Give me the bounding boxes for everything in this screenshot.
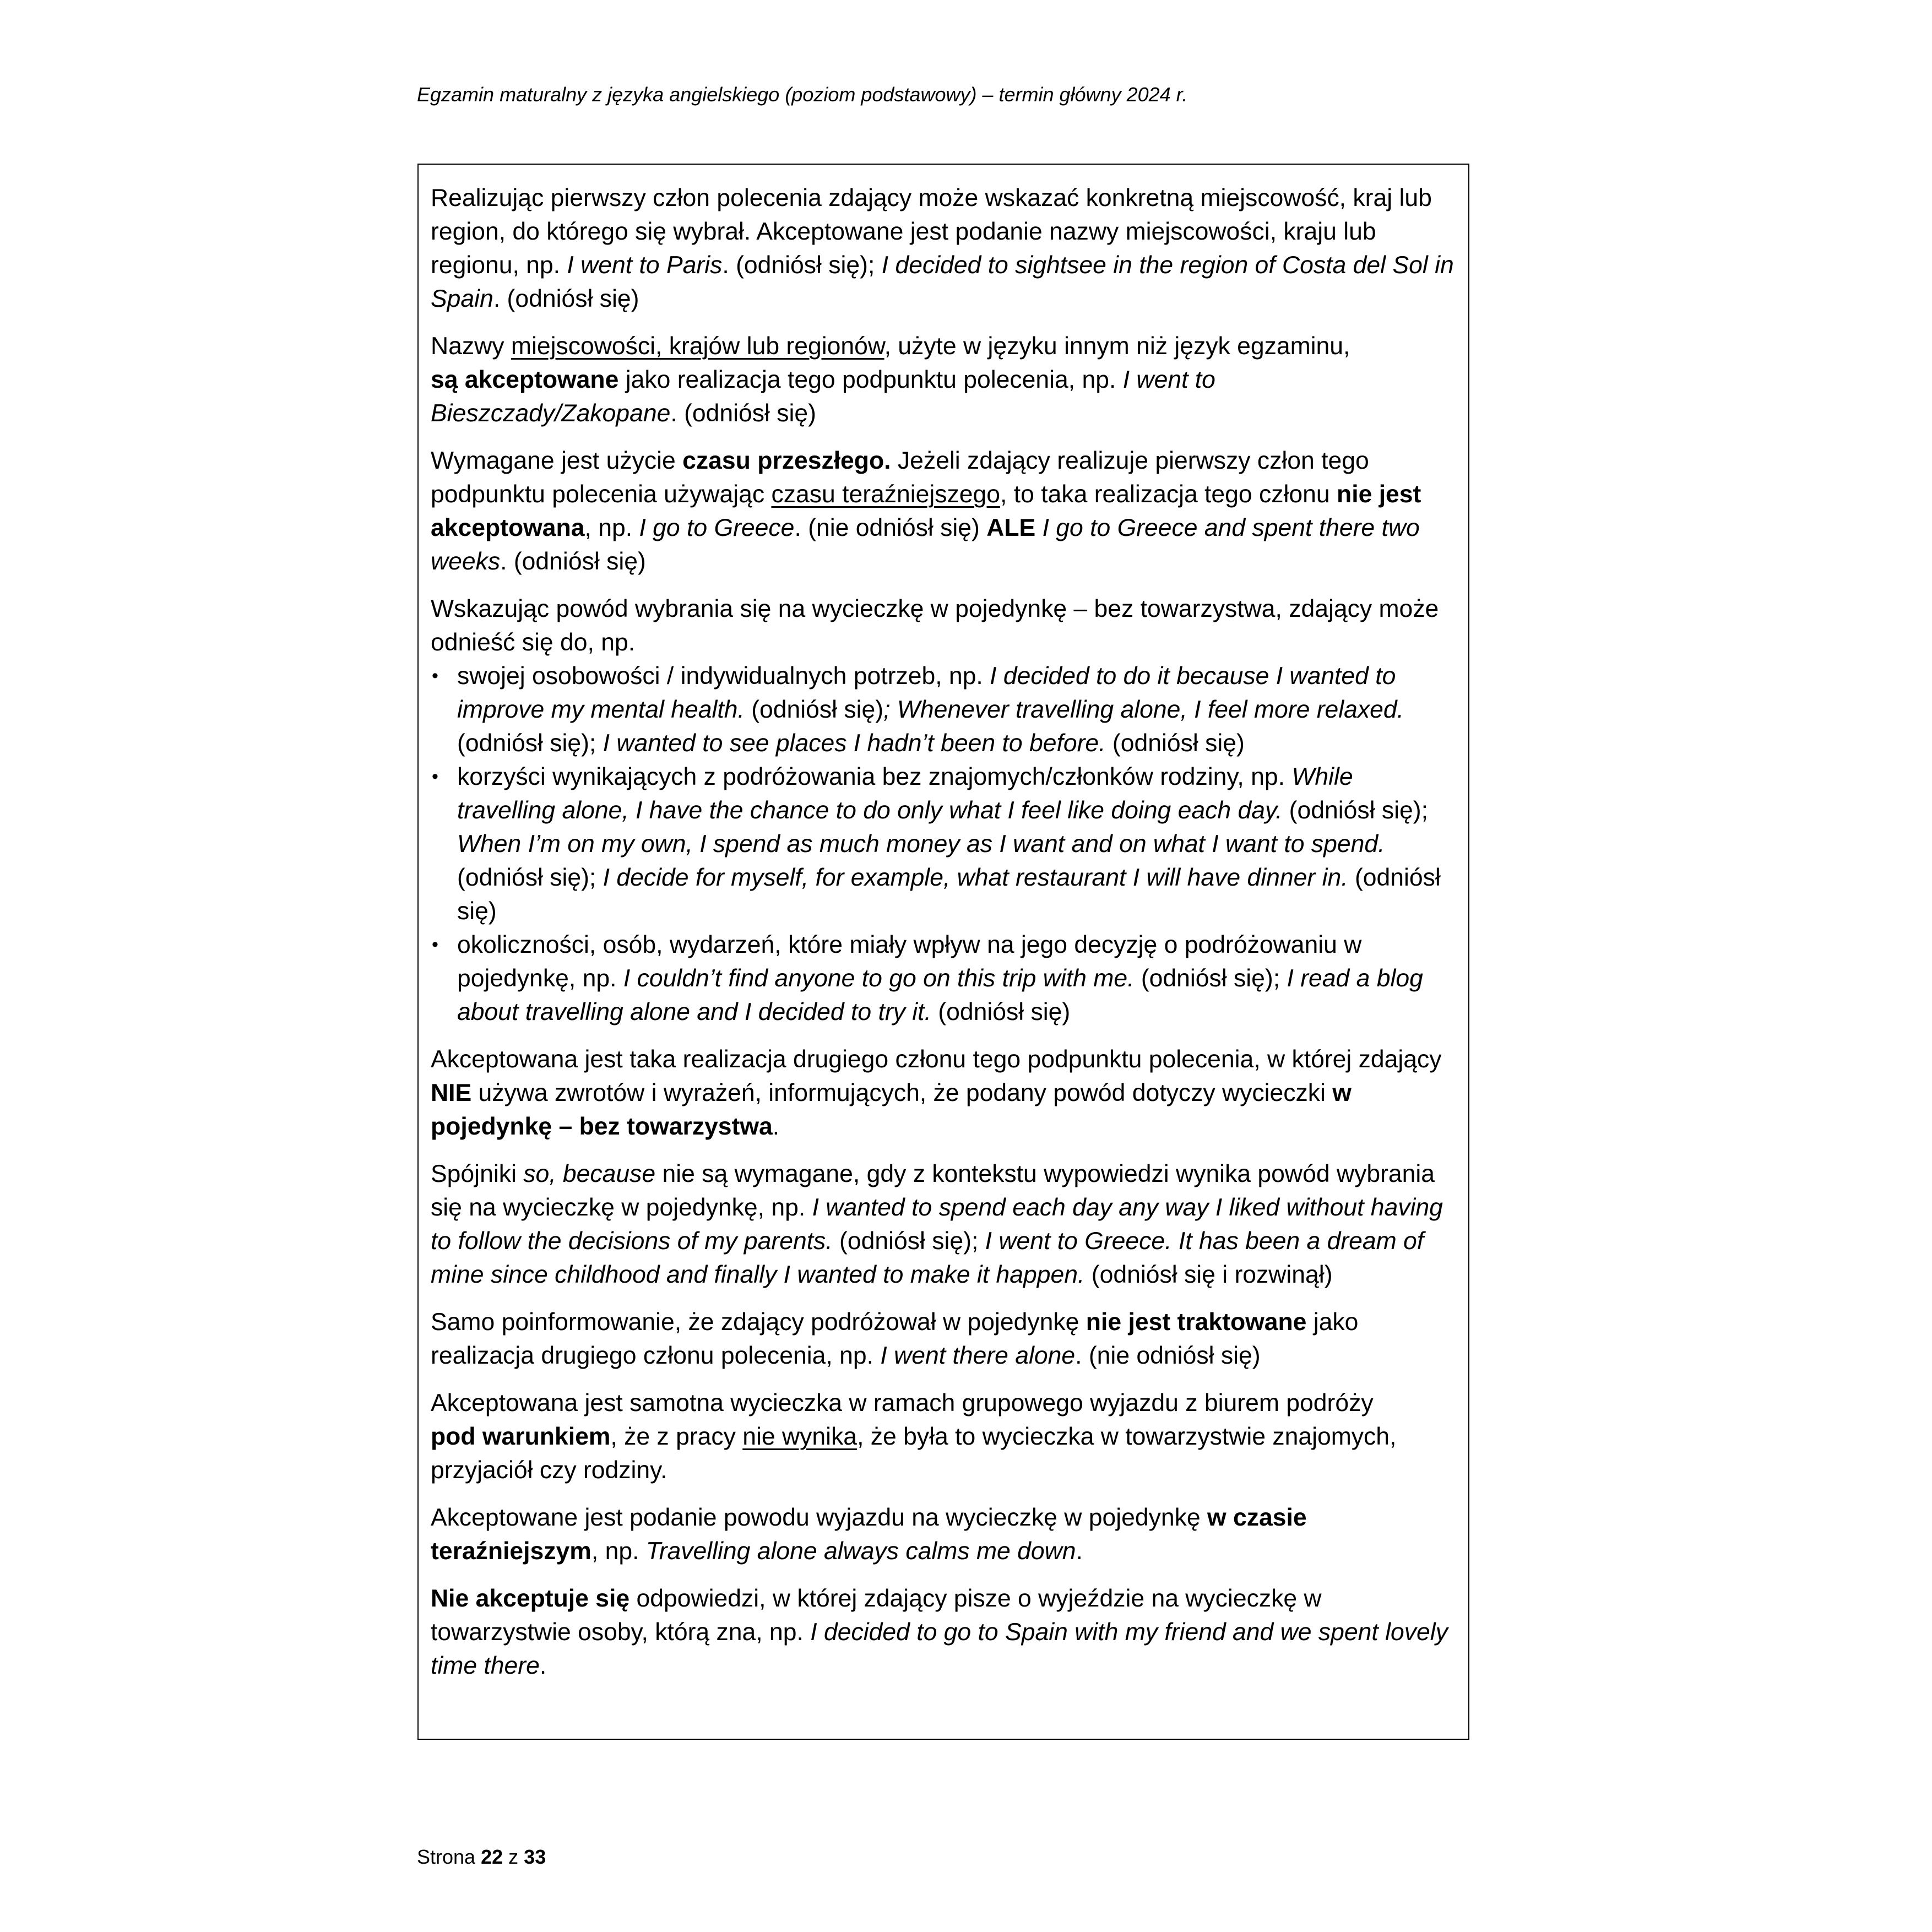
page-number: Strona 22 z 33 <box>417 1846 546 1868</box>
list-item: • korzyści wynikających z podróżowania bez znajomych/członków rodziny, np. While travelling alone, I have the chance to do only what I feel like doing each day. (odniósł się); When I’m on my own, I spend as much money as I want and on what I want to spend. (odniósł się); I decide for myself, for example, what restaurant I will have dinner in. (odniósł się) <box>431 760 1456 928</box>
paragraph-foreign-names: Nazwy miejscowości, krajów lub regionów, użyte w języku innym niż język egzaminu, są akceptowane jako realizacja tego podpunktu polecenia, np. I went to Bieszczady/Zakopane. (odniósł się) <box>431 333 1350 427</box>
bullet-icon: • <box>432 934 438 955</box>
paragraph-not-accepted: Nie akceptuje się odpowiedzi, w której zdający pisze o wyjeździe na wycieczkę w towarzystwie osoby, którą zna, np. I decided to go to Spain with my friend and we spent lovely time there. <box>431 1585 1448 1679</box>
paragraph-alone-info: Samo poinformowanie, że zdający podróżował w pojedynkę nie jest traktowane jako realizacja drugiego członu polecenia, np. I went there alone. (nie odniósł się) <box>431 1309 1359 1369</box>
paragraph-place-criteria: Realizując pierwszy człon polecenia zdający może wskazać konkretną miejscowość, kraj lub region, do którego się wybrał. Akceptowane jest podanie nazwy miejscowości, kraju lub regionu, np. I went to Paris. (odniósł się); I decided to sightsee in the region of Costa del Sol in Spain. (odniósł się) <box>431 184 1454 312</box>
paragraph-reason-intro: Wskazując powód wybrania się na wycieczkę w pojedynkę – bez towarzystwa, zdający może odnieść się do, np. <box>431 595 1439 656</box>
criteria-box <box>417 164 1469 1740</box>
bullet-icon: • <box>432 766 438 787</box>
list-item: • swojej osobowości / indywidualnych potrzeb, np. I decided to do it because I wanted to improve my mental health. (odniósł się); Whenever travelling alone, I feel more relaxed. (odniósł się); I wanted to see places I hadn’t been to before. (odniósł się) <box>431 659 1456 760</box>
paragraph-no-phrases: Akceptowana jest taka realizacja drugiego członu tego podpunktu polecenia, w której zdający NIE używa zwrotów i wyrażeń, informujących, że podany powód dotyczy wycieczki w pojedynkę – bez towarzystwa. <box>431 1046 1442 1140</box>
bullet-icon: • <box>432 665 438 686</box>
list-item: • okoliczności, osób, wydarzeń, które miały wpływ na jego decyzję o podróżowaniu w pojedynkę, np. I couldn’t find anyone to go on this trip with me. (odniósł się); I read a blog about travelling alone and I decided to try it. (odniósł się) <box>431 928 1456 1029</box>
paragraph-conjunctions: Spójniki so, because nie są wymagane, gdy z kontekstu wypowiedzi wynika powód wybrania się na wycieczkę w pojedynkę, np. I wanted to spend each day any way I liked without having to follow the decisions of my parents. (odniósł się); I went to Greece. It has been a dream of mine since childhood and finally I wanted to make it happen. (odniósł się i rozwinął) <box>431 1160 1443 1288</box>
page-header: Egzamin maturalny z języka angielskiego (poziom podstawowy) – termin główny 2024 r. <box>417 83 1188 106</box>
reason-list <box>431 659 1456 1029</box>
paragraph-present-tense: Akceptowane jest podanie powodu wyjazdu na wycieczkę w pojedynkę w czasie teraźniejszym, np. Travelling alone always calms me down. <box>431 1504 1307 1565</box>
paragraph-past-tense: Wymagane jest użycie czasu przeszłego. Jeżeli zdający realizuje pierwszy człon tego podpunktu polecenia używając czasu teraźniejszego, to taka realizacja tego członu nie jest akceptowana, np. I go to Greece. (nie odniósł się) ALE I go to Greece and spent there two weeks. (odniósł się) <box>431 447 1421 575</box>
paragraph-group-trip: Akceptowana jest samotna wycieczka w ramach grupowego wyjazdu z biurem podróży pod warunkiem, że z pracy nie wynika, że była to wycieczka w towarzystwie znajomych, przyjaciół czy rodziny. <box>431 1390 1397 1484</box>
